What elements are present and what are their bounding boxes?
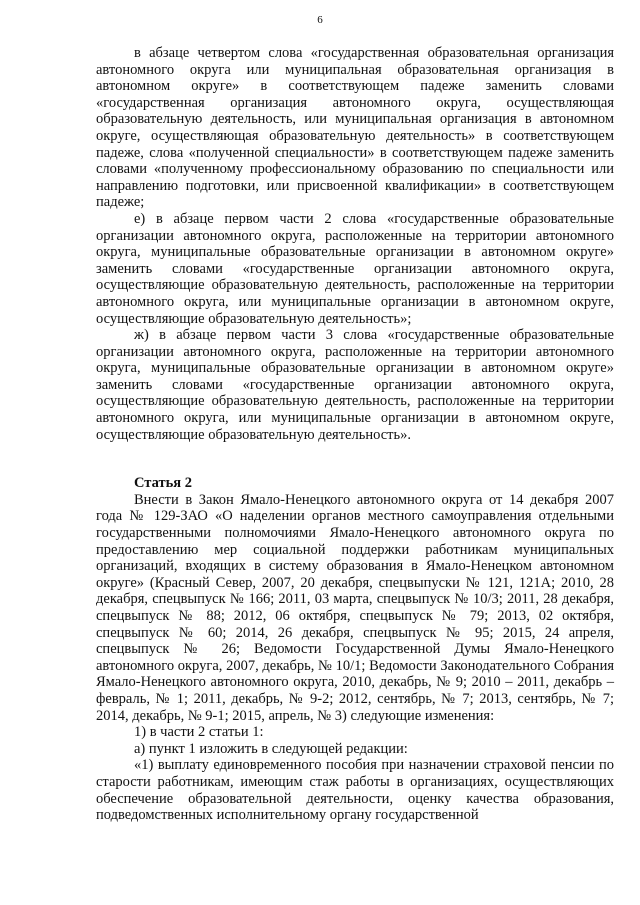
paragraph-amendment-d: в абзаце четвертом слова «государственная образовательная организация автономного округа или муниципальная образовательная организация в автономном округе» в соответствующем падеже заменить словами «государственная организация автономного округа, осуществляющая образовательную деятельность, или муниципальная организация в автономном округе, осуществляющая образовательную деятельность» в соответствующем падеже, слова «полученной специальности» в соответствующем падеже заменить словами «полученному профессиональному образованию по специальности или направлению подготовки, или присвоенной квалификации» в соответствующем падеже; — [96, 45, 614, 211]
paragraph-article-intro: Внести в Закон Ямало-Ненецкого автономного округа от 14 декабря 2007 года № 129-ЗАО «О наделении органов местного самоуправления отдельными государственными полномочиями Ямало-Ненецкого автономного округа по предоставлению мер социальной поддержки работникам муниципальных организаций, входящих в систему образования в Ямало-Ненецком автономном округе» (Красный Север, 2007, 20 декабря, спецвыпуски № 121, 121А; 2010, 28 декабря, спецвыпуск № 166; 2011, 03 марта, спецвыпуск № 10/3; 2011, 28 декабря, спецвыпуск № 88; 2012, 06 октября, спецвыпуск № 79; 2013, 02 октября, спецвыпуск № 60; 2014, 26 декабря, спецвыпуск № 95; 2015, 24 апреля, спецвыпуск № 26; Ведомости Государственной Думы Ямало-Ненецкого автономного округа, 2007, декабрь, № 10/1; Ведомости Законодательного Собрания Ямало-Ненецкого автономного округа, 2010, декабрь, № 9; 2010 – 2011, декабрь – февраль, № 1; 2011, декабрь, № 9-2; 2012, сентябрь, № 7; 2013, сентябрь, № 7; 2014, декабрь, № 9-1; 2015, апрель, № 3) следующие изменения: — [96, 491, 614, 724]
paragraph-amendment-e: е) в абзаце первом части 2 слова «государственные образовательные организации автономного округа, расположенные на территории автономного округа, муниципальные образовательные организации в автономном округе» заменить словами «государственные организации автономного округа, осуществляющие образовательную деятельность, расположенные на территории автономного округа, или муниципальные организации в автономном округе, осуществляющие образовательную деятельность»; — [96, 210, 614, 327]
article-heading: Статья 2 — [134, 475, 192, 492]
paragraph-item-a: а) пункт 1 изложить в следующей редакции: — [134, 740, 408, 757]
paragraph-new-wording: «1) выплату единовременного пособия при назначении страховой пенсии по старости работникам, имеющим стаж работы в организациях, осуществляющих обеспечение образовательной деятельности, оценку качества образования, подведомственных исполнительному органу государственной — [96, 757, 614, 824]
paragraph-amendment-zh: ж) в абзаце первом части 3 слова «государственные образовательные организации автономного округа, расположенные на территории автономного округа, муниципальные образовательные организации в автономном округе» заменить словами «государственные организации автономного округа, осуществляющие образовательную деятельность, расположенные на территории автономного округа, или муниципальные организации в автономном округе, осуществляющие образовательную деятельность». — [96, 327, 614, 443]
paragraph-item-1: 1) в части 2 статьи 1: — [134, 724, 264, 741]
page-number: 6 — [317, 14, 323, 26]
document-body — [96, 45, 614, 824]
